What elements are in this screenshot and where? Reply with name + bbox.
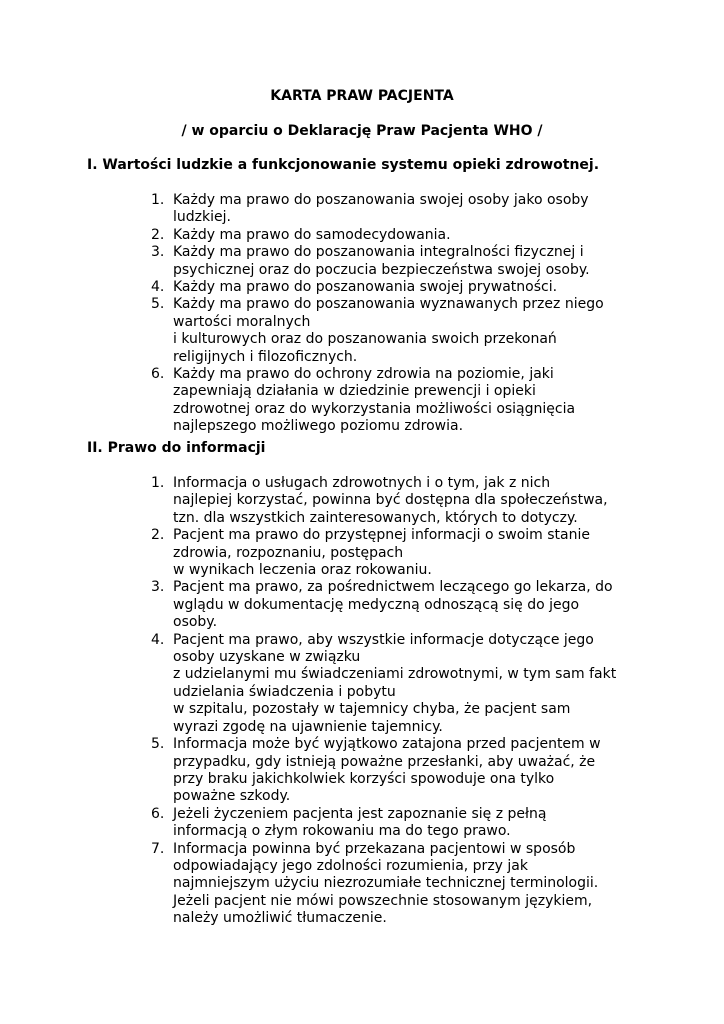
- section-1-list: [151, 192, 651, 436]
- list-item-number: 6.: [151, 366, 165, 383]
- list-item-text-line: wglądu w dokumentację medyczną odnoszącą się do jego: [173, 596, 580, 613]
- list-item-text-line: Jeżeli życzeniem pacjenta jest zapoznanie się z pełną: [173, 805, 547, 822]
- list-item-text-line: Pacjent ma prawo, za pośrednictwem leczącego go lekarza, do: [173, 579, 613, 596]
- list-item-number: 3.: [151, 244, 165, 261]
- list-item-text-line: przy braku jakichkolwiek korzyści spowoduje ona tylko: [173, 770, 555, 787]
- list-item-text-line: tzn. dla wszystkich zainteresowanych, których to dotyczy.: [173, 509, 578, 526]
- list-item-text-line: w wynikach leczenia oraz rokowaniu.: [173, 562, 432, 579]
- list-item-text-line: odpowiadający jego zdolności rozumienia, przy jak: [173, 857, 528, 874]
- list-item-text-line: wyrazi zgodę na ujawnienie tajemnicy.: [173, 718, 443, 735]
- list-item-number: 7.: [151, 840, 165, 857]
- document-title: KARTA PRAW PACJENTA: [270, 88, 454, 104]
- list-item-text-line: najlepszego możliwego poziomu zdrowia.: [173, 418, 464, 435]
- list-item-number: 5.: [151, 736, 165, 753]
- list-item: [151, 296, 651, 366]
- list-item: [151, 806, 651, 841]
- list-item-text-line: Informacja może być wyjątkowo zatajona przed pacjentem w: [173, 736, 601, 753]
- list-item-text-line: ludzkiej.: [173, 209, 231, 226]
- list-item-number: 1.: [151, 192, 165, 208]
- list-item-text-line: Każdy ma prawo do poszanowania integralności fizycznej i: [173, 244, 584, 261]
- list-item: [151, 527, 651, 579]
- list-item-text-line: i kulturowych oraz do poszanowania swoich przekonań: [173, 331, 557, 348]
- list-item-number: 2.: [151, 527, 165, 544]
- list-item-text-line: najlepiej korzystać, powinna być dostępna dla społeczeństwa,: [173, 492, 608, 509]
- list-item-text-line: Jeżeli pacjent nie mówi powszechnie stosowanym językiem,: [173, 892, 593, 909]
- list-item-number: 4.: [151, 279, 165, 296]
- list-item-text-line: religijnych i filozoficznych.: [173, 348, 358, 365]
- list-item: [151, 736, 651, 806]
- list-item: [151, 632, 651, 736]
- list-item-text-line: najmniejszym użyciu niezrozumiałe technicznej terminologii.: [173, 875, 599, 892]
- list-item-text-line: w szpitalu, pozostały w tajemnicy chyba, że pacjent sam: [173, 701, 571, 718]
- list-item-text-line: z udzielanymi mu świadczeniami zdrowotnymi, w tym sam fakt: [173, 666, 617, 683]
- list-item-text-line: zdrowotnej oraz do wykorzystania możliwości osiągnięcia: [173, 400, 576, 417]
- list-item-text-line: Każdy ma prawo do poszanowania swojej prywatności.: [173, 279, 558, 296]
- section-2-list: [151, 475, 651, 928]
- list-item-text-line: psychicznej oraz do poczucia bezpieczeństwa swojej osoby.: [173, 261, 590, 278]
- list-item: [151, 192, 651, 227]
- list-item-text-line: osoby uzyskane w związku: [173, 649, 361, 666]
- list-item-number: 2.: [151, 226, 165, 243]
- list-item-text-line: Pacjent ma prawo do przystępnej informacji o swoim stanie: [173, 527, 590, 544]
- list-item-text-line: Pacjent ma prawo, aby wszystkie informacje dotyczące jego: [173, 631, 594, 648]
- list-item: [151, 579, 651, 631]
- section-heading-2: II. Prawo do informacji: [87, 440, 266, 456]
- list-item-text-line: Każdy ma prawo do poszanowania swojej osoby jako osoby: [173, 192, 589, 208]
- list-item: [151, 841, 651, 928]
- list-item-number: 3.: [151, 579, 165, 596]
- list-item-text-line: zdrowia, rozpoznaniu, postępach: [173, 544, 404, 561]
- list-item-text-line: zapewniają działania w dziedzinie prewencji i opieki: [173, 383, 536, 400]
- list-item-number: 6.: [151, 805, 165, 822]
- section-heading-1: I. Wartości ludzkie a funkcjonowanie systemu opieki zdrowotnej.: [87, 157, 600, 173]
- list-item-number: 5.: [151, 296, 165, 313]
- list-item: [151, 475, 651, 527]
- list-item-text-line: wartości moralnych: [173, 313, 311, 330]
- list-item-text-line: Każdy ma prawo do poszanowania wyznawanych przez niego: [173, 296, 604, 313]
- list-item-text-line: osoby.: [173, 614, 218, 631]
- list-item-text-line: informacją o złym rokowaniu ma do tego prawo.: [173, 823, 511, 840]
- list-item-number: 1.: [151, 475, 165, 491]
- list-item: [151, 279, 651, 296]
- list-item-text-line: należy umożliwić tłumaczenie.: [173, 910, 387, 927]
- list-item-text-line: przypadku, gdy istnieją poważne przesłanki, aby uważać, że: [173, 753, 596, 770]
- list-item: [151, 366, 651, 436]
- document-subtitle: / w oparciu o Deklarację Praw Pacjenta WHO /: [181, 123, 543, 139]
- list-item-text-line: poważne szkody.: [173, 788, 291, 805]
- list-item-text-line: Informacja powinna być przekazana pacjentowi w sposób: [173, 840, 576, 857]
- list-item: [151, 244, 651, 279]
- list-item: [151, 227, 651, 244]
- list-item-text-line: Informacja o usługach zdrowotnych i o tym, jak z nich: [173, 475, 551, 491]
- list-item-number: 4.: [151, 631, 165, 648]
- list-item-text-line: udzielania świadczenia i pobytu: [173, 683, 396, 700]
- list-item-text-line: Każdy ma prawo do ochrony zdrowia na poziomie, jaki: [173, 366, 554, 383]
- list-item-text-line: Każdy ma prawo do samodecydowania.: [173, 226, 451, 243]
